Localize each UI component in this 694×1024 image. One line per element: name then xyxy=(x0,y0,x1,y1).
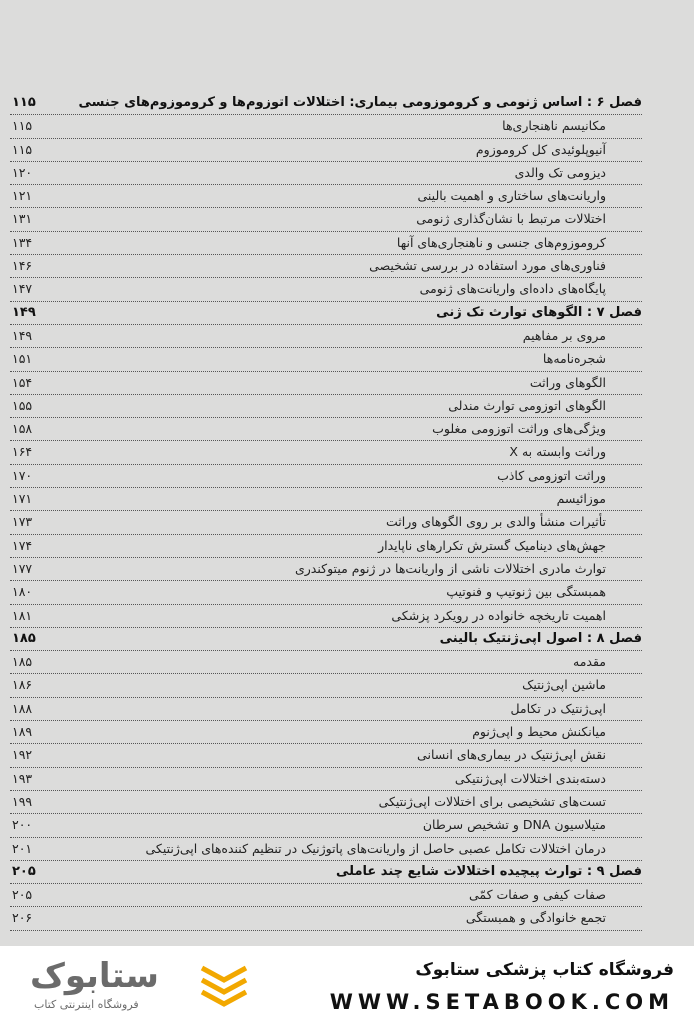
toc-entry-title: فصل ۷ : الگوهای توارث تک ژنی xyxy=(436,304,642,320)
toc-entry-row xyxy=(10,535,642,558)
toc-page-number: ۲۰۱ xyxy=(12,840,33,856)
toc-page-number: ۱۵۵ xyxy=(12,397,33,413)
toc-page-number: ۱۴۹ xyxy=(12,327,33,343)
toc-entry-row xyxy=(10,348,642,371)
toc-entry-row xyxy=(10,698,642,721)
toc-page-number: ۱۷۷ xyxy=(12,560,33,576)
toc-entry-title: دسته‌بندی اختلالات اپی‌ژنتیکی xyxy=(454,770,606,786)
toc-entry-row xyxy=(10,441,642,464)
table-of-contents xyxy=(10,92,642,931)
book-logo-icon xyxy=(198,962,250,1008)
toc-page-number: ۱۴۷ xyxy=(12,281,33,297)
toc-entry-title: متیلاسیون DNA و تشخیص سرطان xyxy=(422,817,606,833)
toc-entry-row xyxy=(10,395,642,418)
chapter-heading-row xyxy=(10,302,642,325)
toc-entry-row xyxy=(10,605,642,628)
toc-page-number: ۱۸۵ xyxy=(12,630,36,646)
toc-page-number: ۱۸۵ xyxy=(12,654,33,670)
toc-page-number: ۱۱۵ xyxy=(12,118,33,134)
toc-entry-title: موزائیسم xyxy=(556,491,606,507)
toc-page-number: ۱۴۶ xyxy=(12,258,33,274)
toc-entry-title: مکانیسم ناهنجاری‌ها xyxy=(502,118,606,134)
toc-page-number: ۲۰۵ xyxy=(12,887,33,903)
toc-entry-title: الگوهای اتوزومی توارث مندلی xyxy=(448,397,606,413)
toc-entry-row xyxy=(10,744,642,767)
toc-entry-title: پایگاه‌های داده‌ای واریانت‌های ژنومی xyxy=(419,281,606,297)
toc-entry-row xyxy=(10,838,642,861)
toc-entry-title: جهش‌های دینامیک گسترش تکرارهای ناپایدار xyxy=(378,537,606,553)
toc-page-number: ۲۰۰ xyxy=(12,817,33,833)
toc-entry-row xyxy=(10,907,642,930)
toc-entry-title: الگوهای وراثت xyxy=(529,374,606,390)
chapter-heading-row xyxy=(10,92,642,115)
store-name: فروشگاه کتاب پزشکی ستابوک xyxy=(415,960,674,980)
toc-entry-title: فصل ۸ : اصول اپی‌ژنتیک بالینی xyxy=(439,630,642,646)
toc-entry-row xyxy=(10,278,642,301)
toc-page-number: ۱۷۰ xyxy=(12,467,33,483)
toc-entry-row xyxy=(10,791,642,814)
toc-page-number: ۱۶۴ xyxy=(12,444,33,460)
toc-entry-row xyxy=(10,115,642,138)
toc-page-number: ۱۳۴ xyxy=(12,234,33,250)
toc-entry-title: تست‌های تشخیصی برای اختلالات اپی‌ژنتیکی xyxy=(378,793,606,809)
toc-page-number: ۱۹۲ xyxy=(12,747,33,763)
toc-page-number: ۱۵۸ xyxy=(12,421,33,437)
toc-page-number: ۱۷۴ xyxy=(12,537,33,553)
toc-entry-title: مروی بر مفاهیم xyxy=(522,327,606,343)
toc-entry-row xyxy=(10,488,642,511)
toc-entry-title: وراثت اتوزومی کاذب xyxy=(497,467,606,483)
toc-entry-row xyxy=(10,372,642,395)
toc-entry-row xyxy=(10,558,642,581)
toc-page-number: ۲۰۵ xyxy=(12,863,36,879)
toc-entry-title: همبستگی بین ژنوتیپ و فنوتیپ xyxy=(446,584,606,600)
toc-entry-row xyxy=(10,814,642,837)
toc-entry-title: ویژگی‌های وراثت اتوزومی مغلوب xyxy=(432,421,606,437)
toc-entry-title: تجمع خانوادگی و همبستگی xyxy=(465,910,606,926)
toc-entry-title: اپی‌ژنتیک در تکامل xyxy=(510,700,606,716)
toc-entry-row xyxy=(10,884,642,907)
toc-entry-title: مقدمه xyxy=(573,654,606,670)
chapter-heading-row xyxy=(10,861,642,884)
toc-page-number: ۱۵۴ xyxy=(12,374,33,390)
toc-entry-title: اهمیت تاریخچه خانواده در رویکرد پزشکی xyxy=(391,607,606,623)
toc-entry-title: فصل ۶ : اساس ژنومی و کروموزومی بیماری: اختلالات اتوزوم‌ها و کروموزوم‌های جنسی xyxy=(78,95,642,110)
store-logo-text: ستابوک xyxy=(30,956,159,996)
toc-page-number: ۱۹۹ xyxy=(12,793,33,809)
store-url: WWW.SETABOOK.COM xyxy=(329,990,674,1014)
toc-entry-row xyxy=(10,162,642,185)
toc-page-number: ۱۸۱ xyxy=(12,607,33,623)
toc-entry-row xyxy=(10,768,642,791)
toc-entry-row xyxy=(10,185,642,208)
toc-entry-title: اختلالات مرتبط با نشان‌گذاری ژنومی xyxy=(416,211,606,227)
toc-entry-title: کروموزوم‌های جنسی و ناهنجاری‌های آنها xyxy=(396,234,606,250)
toc-entry-row xyxy=(10,325,642,348)
toc-entry-title: درمان اختلالات تکامل عصبی حاصل از واریانت‌های پاتوژنیک در تنظیم کننده‌های اپی‌ژنتیکی xyxy=(145,840,606,856)
toc-entry-row xyxy=(10,232,642,255)
toc-page-number: ۱۸۸ xyxy=(12,700,33,716)
toc-page-number: ۱۷۱ xyxy=(12,491,33,507)
toc-page-number: ۱۳۱ xyxy=(12,211,33,227)
toc-entry-title: وراثت وابسته به X xyxy=(509,444,606,460)
toc-entry-title: آنیوپلوئیدی کل کروموزوم xyxy=(475,141,606,157)
toc-entry-row xyxy=(10,208,642,231)
toc-entry-title: تأثیرات منشأ والدی بر روی الگوهای وراثت xyxy=(386,514,606,530)
chapter-heading-row xyxy=(10,628,642,651)
toc-entry-title: دیزومی تک والدی xyxy=(514,164,606,180)
toc-entry-row xyxy=(10,581,642,604)
toc-page-number: ۱۲۱ xyxy=(12,188,33,204)
toc-page-number: ۱۷۳ xyxy=(12,514,33,530)
toc-entry-row xyxy=(10,651,642,674)
toc-entry-row xyxy=(10,721,642,744)
toc-entry-title: شجره‌نامه‌ها xyxy=(542,351,606,367)
toc-entry-title: فناوری‌های مورد استفاده در بررسی تشخیصی xyxy=(369,258,606,274)
toc-entry-title: واریانت‌های ساختاری و اهمیت بالینی xyxy=(417,188,606,204)
toc-entry-title: فصل ۹ : توارث پیچیده اختلالات شایع چند عاملی xyxy=(336,863,642,879)
toc-page-number: ۱۴۹ xyxy=(12,304,36,320)
toc-entry-title: ماشین اپی‌ژنتیک xyxy=(522,677,606,693)
toc-entry-title: میانکنش محیط و اپی‌ژنوم xyxy=(472,724,606,740)
toc-entry-row xyxy=(10,255,642,278)
toc-entry-title: نقش اپی‌ژنتیک در بیماری‌های انسانی xyxy=(417,747,606,763)
toc-entry-row xyxy=(10,465,642,488)
toc-page-number: ۱۲۰ xyxy=(12,164,33,180)
toc-page-number: ۱۸۹ xyxy=(12,724,33,740)
toc-page-number: ۱۱۵ xyxy=(12,95,36,110)
toc-entry-row xyxy=(10,674,642,697)
toc-page-number: ۱۹۳ xyxy=(12,770,33,786)
toc-entry-title: صفات کیفی و صفات کمّی xyxy=(468,887,606,903)
toc-page-number: ۱۱۵ xyxy=(12,141,33,157)
toc-page-number: ۱۸۰ xyxy=(12,584,33,600)
toc-page-number: ۱۸۶ xyxy=(12,677,33,693)
store-logo-subtitle: فروشگاه اینترنتی کتاب xyxy=(34,998,139,1011)
toc-entry-row xyxy=(10,511,642,534)
toc-entry-row xyxy=(10,418,642,441)
toc-entry-row xyxy=(10,139,642,162)
store-banner xyxy=(0,946,694,1024)
toc-page-number: ۲۰۶ xyxy=(12,910,33,926)
toc-entry-title: توارث مادری اختلالات ناشی از واریانت‌ها در ژنوم میتوکندری xyxy=(294,560,606,576)
toc-page-number: ۱۵۱ xyxy=(12,351,33,367)
